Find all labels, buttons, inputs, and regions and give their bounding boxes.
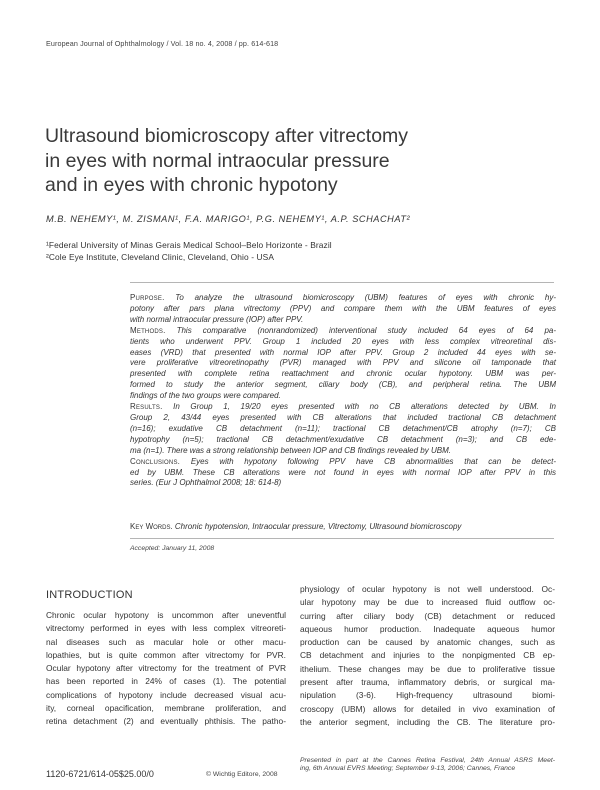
abstract-methods-line: findings of the two groups were compared. [130,391,281,401]
body-line: curring after ciliary body (CB) detachment or reduced [300,610,555,621]
body-line: lopathies, but is quite common after vitrectomy for PVR. [46,649,286,660]
body-line: ithelium. These changes may be due to proliferative tissue [300,663,555,674]
abstract-conclusions-line: Conclusions. Eyes with hypotony following PPV have CB abnormalities that can be detect- [130,456,557,466]
footer-issn: 1120-6721/614-05$25.00/0 [46,769,154,779]
abstract-methods-line: vere proliferative vitreoretinopathy (PVR) managed with PPV and silicone oil tamponade that [130,358,556,368]
abstract-results-line: ma (n=1). There was a strong relationship between IOP and CB findings revealed by UBM. [130,445,451,455]
title-line: in eyes with normal intraocular pressure [45,149,390,172]
body-line: retina detachment (2) and eventually phthisis. The patho- [46,716,286,727]
article-title [45,124,525,198]
abstract-methods-line: tients who underwent PPV. Group 1 included 20 eyes with less complex vitreoretinal dis- [130,336,556,346]
affiliation-2: ²Cole Eye Institute, Cleveland Clinic, Cleveland, Ohio - USA [46,252,275,262]
body-line: physiology of ocular hypotony is not well understood. Oc- [300,584,555,594]
abstract-purpose-line: potony after pars plana vitrectomy (PPV) and compare them with the UBM features of eyes [130,303,556,313]
title-line: and in eyes with chronic hypotony [45,174,338,196]
conclusions-label: Conclusions. [130,456,181,466]
keywords-label: Key Words. [130,522,173,531]
body-line: croscopy (UBM) allows for detailed in vivo examination of [300,703,555,714]
accepted-date: Accepted: January 11, 2008 [130,545,215,552]
abstract-results-line: (n=16); exudative CB detachment (n=11); tractional CB detachment/CB atrophy (n=7); CB [130,423,556,433]
abstract-top-rule [130,282,554,283]
abstract-purpose-line: Purpose. To analyze the ultrasound biomicroscopy (UBM) features of eyes with chronic hy- [130,293,556,302]
abstract-methods-line: formed to study the anterior segment, ciliary body (CB), and peripheral retina. The UBM [130,380,556,390]
abstract-results-line: Group 2, 43/44 eyes presented with CB alterations that included tractional CB detachment [130,412,556,422]
body-line: nal diseases such as macular hole or other macu- [46,636,286,647]
abstract-results-line: Results. In Group 1, 19/20 eyes presented with no CB alterations detected by UBM. In [130,402,556,412]
presented-line: Presented in part at the Cannes Retina Festival, 24th Annual ASRS Meet- [300,757,555,764]
introduction-heading: INTRODUCTION [46,589,133,601]
body-line: the anterior segment, including the CB. The literature pro- [300,716,555,727]
keywords-text: Chronic hypotension, Intraocular pressure, Vitrectomy, Ultrasound biomicroscopy [174,522,462,531]
keywords [130,522,556,531]
body-line: ular hypotony may be due to increased fluid outflow oc- [300,597,555,608]
presented-line: ing, 6th Annual EVRS Meeting; September 9-13, 2006; Cannes, France [300,765,516,773]
intro-right-column [300,583,555,729]
author-list: M.B. NEHEMY¹, M. ZISMAN¹, F.A. MARIGO¹, P.G. NEHEMY¹, A.P. SCHACHAT² [46,214,411,224]
abstract [130,293,556,489]
body-line: CB detachment and injuries to the nonpigmented CB ep- [300,650,555,661]
abstract-conclusions-line: series. (Eur J Ophthalmol 2008; 18: 614-8) [130,478,282,488]
body-line: aqueous humor production. Inadequate aqueous humor [300,623,555,634]
abstract-conclusions-line: ed by UBM. These CB alterations were not found in eyes with normal IOP after PPV in this [130,467,556,477]
body-line: ity, corneal opacification, membrane proliferation, and [46,703,286,714]
abstract-methods-line: presented with complete retina reattachment and chronic ocular hypotony. UBM was per- [130,369,556,379]
footer-presented-note [300,757,555,774]
title-line: Ultrasound biomicroscopy after vitrectomy [45,125,409,147]
methods-label: Methods. [130,325,166,335]
body-line: Chronic ocular hypotony is uncommon after uneventful [46,610,286,620]
abstract-methods-line: Methods. This comparative (nonrandomized) interventional study included 64 eyes of 64 pa- [130,325,557,335]
footer-copyright: © Wichtig Editore, 2008 [206,771,278,778]
affiliation-1: ¹Federal University of Minas Gerais Medical School–Belo Horizonte - Brazil [46,240,332,250]
purpose-label: Purpose. [130,293,165,302]
results-label: Results. [130,402,163,412]
body-line: nipulation (3-6). High-frequency ultrasound biomi- [300,690,555,701]
body-line: has been reported in 24% of cases (1). The potential [46,676,286,687]
abstract-purpose-line: with normal intraocular pressure (IOP) after PPV. [130,314,304,324]
body-line: production can be caused by anatomic changes, such as [300,637,555,648]
journal-header: European Journal of Ophthalmology / Vol. 18 no. 4, 2008 / pp. 614-618 [46,39,279,48]
body-line: present after trauma, inflammatory debris, or surgical ma- [300,677,555,688]
abstract-bottom-rule [130,538,554,539]
intro-left-column [46,609,286,729]
body-line: vitrectomy performed in eyes with less complex vitreoreti- [46,623,286,634]
abstract-methods-line: eases (VRD) that presented with normal IOP after PPV. Group 2 included 44 eyes with se- [130,347,556,357]
body-line: complications of hypotony include decreased visual acu- [46,689,286,700]
abstract-results-line: hypotrophy (n=5); tractional CB detachment/exudative CB detachment (n=3); and CB ede- [130,434,556,444]
body-line: Ocular hypotony after vitrectomy for the treatment of PVR [46,663,286,674]
